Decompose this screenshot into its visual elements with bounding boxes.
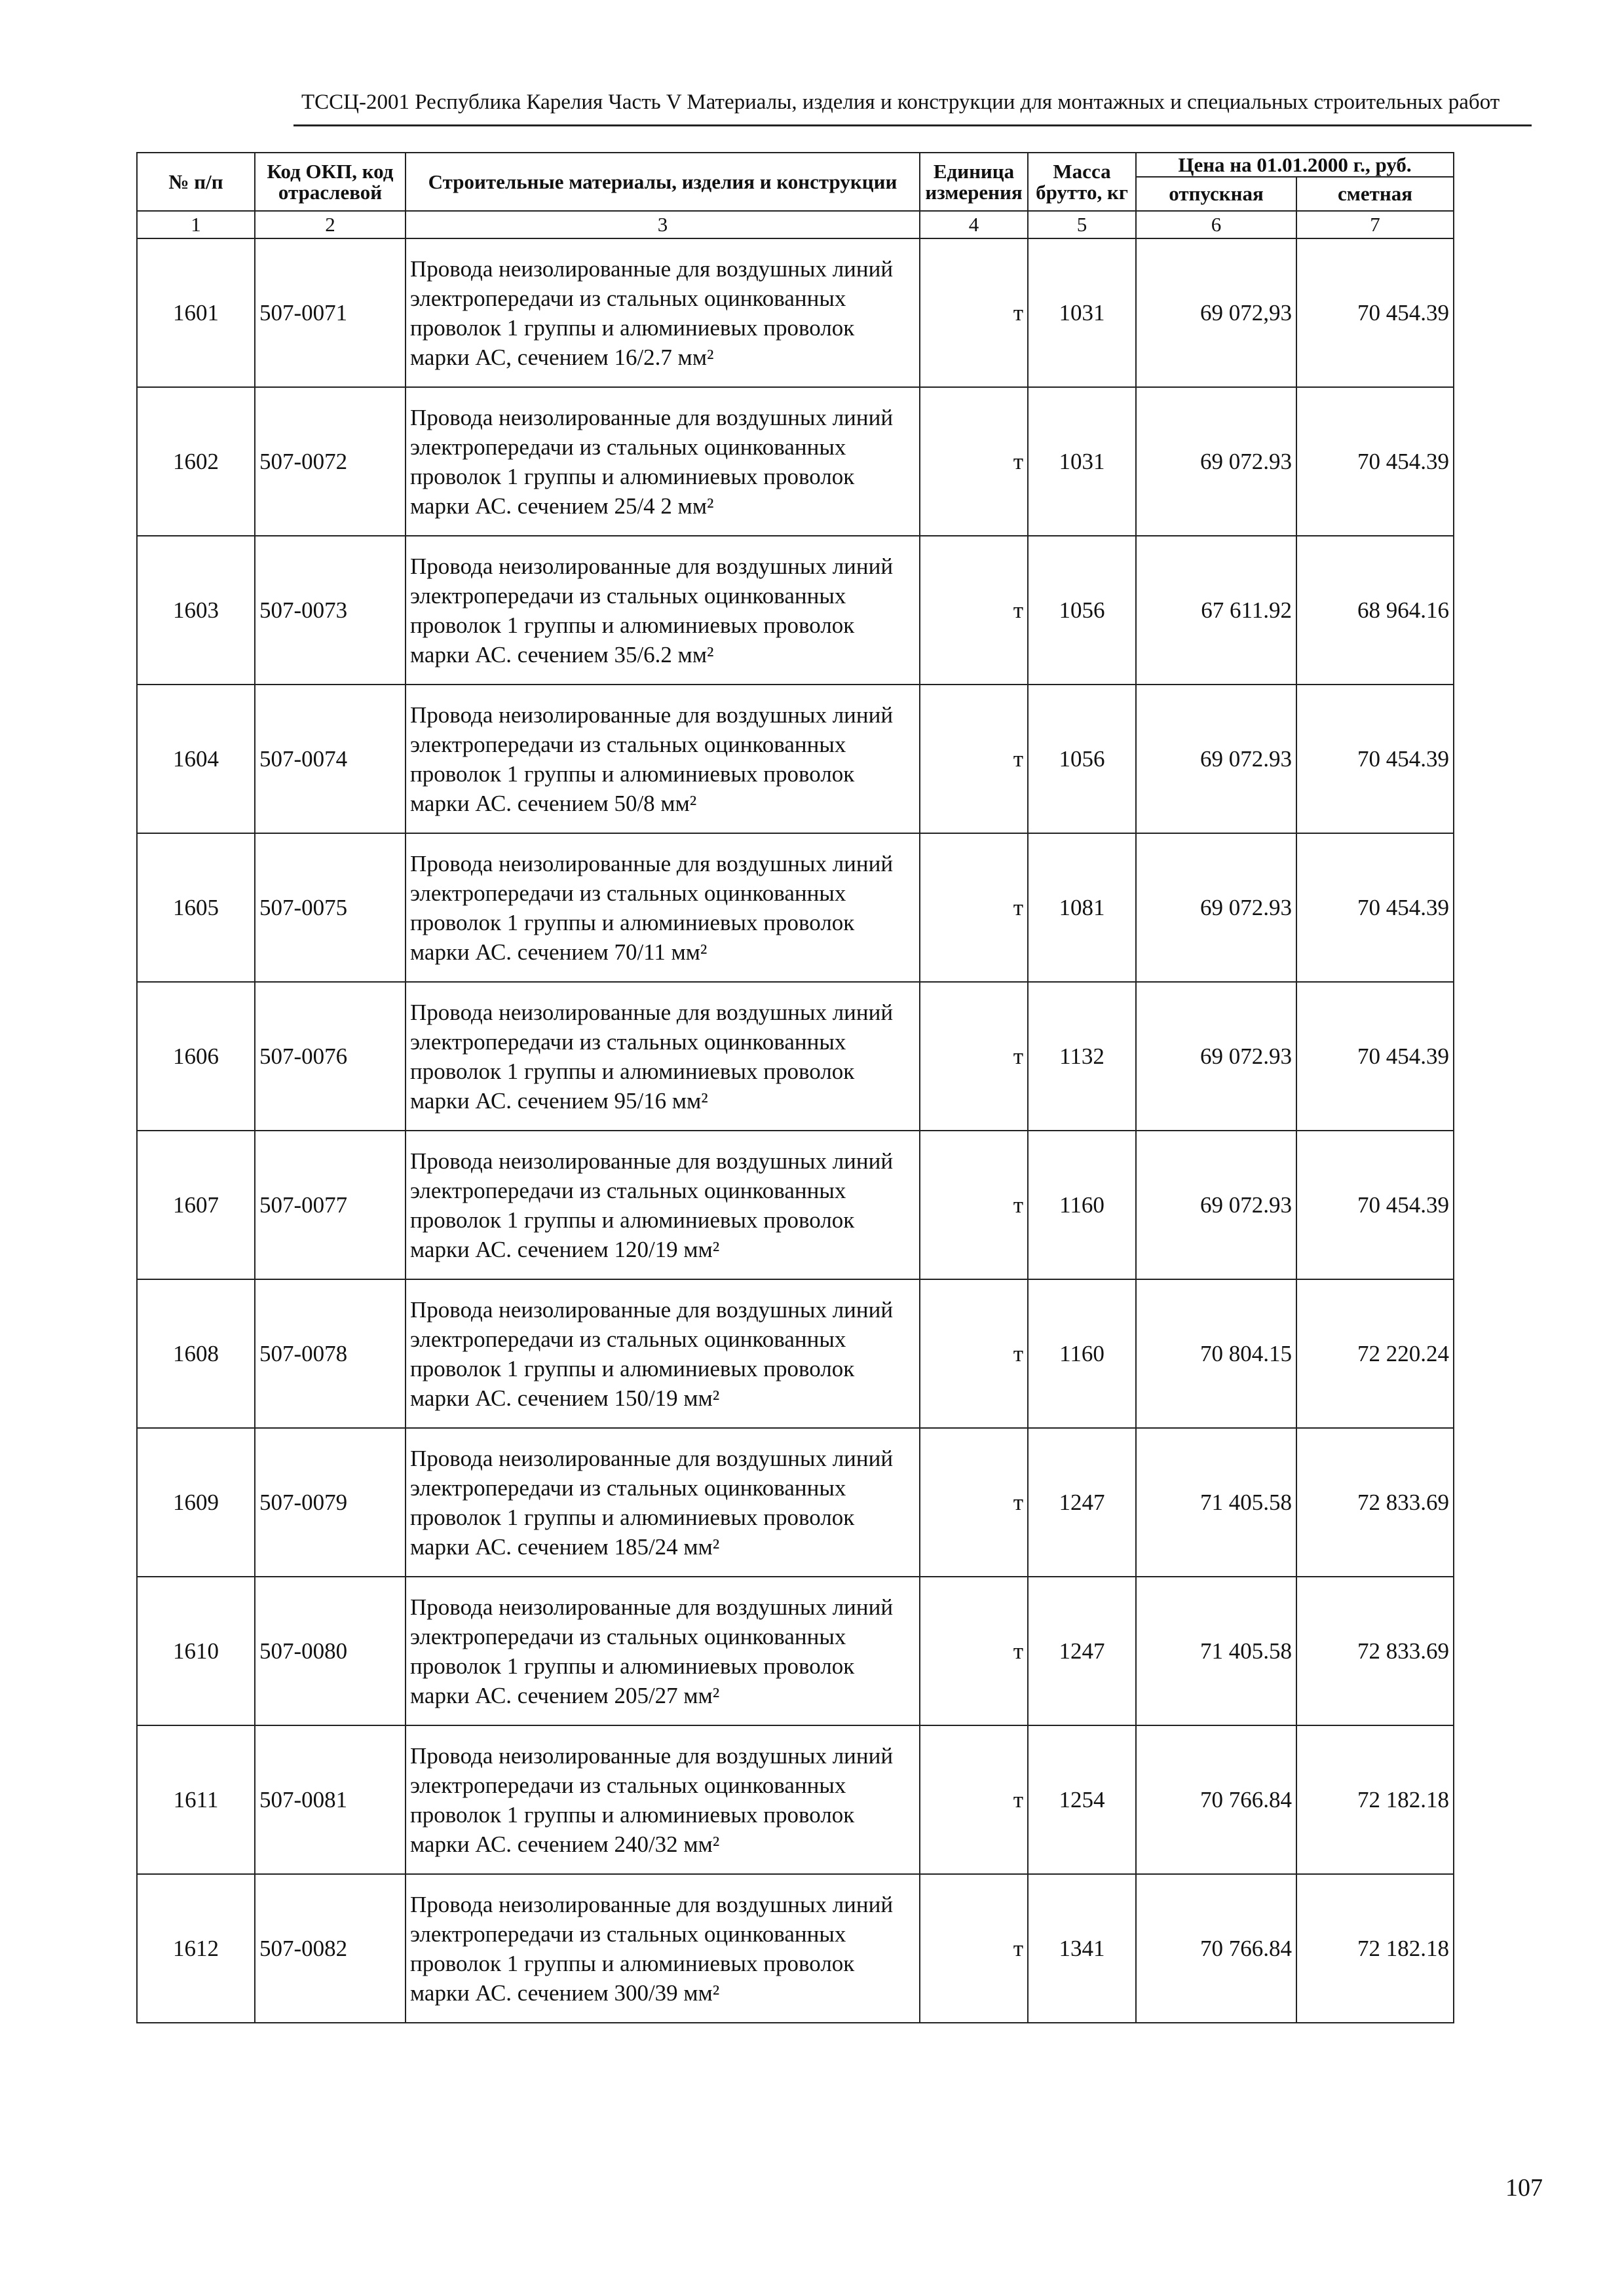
- unit-of-measure: т: [920, 685, 1028, 833]
- column-number: 6: [1136, 211, 1296, 238]
- gross-mass: 1341: [1028, 1874, 1136, 2023]
- unit-of-measure: т: [920, 536, 1028, 685]
- release-price: 70 766.84: [1136, 1874, 1296, 2023]
- okp-code: 507-0076: [255, 982, 406, 1131]
- material-name: Провода неизолированные для воздушных линий электропередачи из стальных оцинкованных проволок 1 группы и алюминиевых проволок марки АС. сечением 70/11 мм²: [406, 833, 920, 982]
- okp-code: 507-0074: [255, 685, 406, 833]
- column-numbers-row: [137, 211, 1454, 238]
- okp-code: 507-0071: [255, 238, 406, 387]
- row-number: 1605: [137, 833, 255, 982]
- row-number: 1603: [137, 536, 255, 685]
- unit-of-measure: т: [920, 982, 1028, 1131]
- estimate-price: 70 454.39: [1296, 982, 1454, 1131]
- gross-mass: 1081: [1028, 833, 1136, 982]
- header-unit: Единица измерения: [920, 153, 1028, 211]
- running-header: ТССЦ-2001 Республика Карелия Часть V Материалы, изделия и конструкции для монтажных и специальных строительных работ: [301, 90, 1500, 114]
- unit-of-measure: т: [920, 387, 1028, 536]
- gross-mass: 1132: [1028, 982, 1136, 1131]
- material-name: Провода неизолированные для воздушных линий электропередачи из стальных оцинкованных проволок 1 группы и алюминиевых проволок марки АС. сечением 240/32 мм²: [406, 1725, 920, 1874]
- material-name: Провода неизолированные для воздушных линий электропередачи из стальных оцинкованных проволок 1 группы и алюминиевых проволок марки АС, сечением 16/2.7 мм²: [406, 238, 920, 387]
- row-number: 1609: [137, 1428, 255, 1577]
- column-number: 3: [406, 211, 920, 238]
- table-row: [137, 982, 1454, 1131]
- unit-of-measure: т: [920, 1131, 1028, 1279]
- gross-mass: 1031: [1028, 387, 1136, 536]
- table-row: [137, 1428, 1454, 1577]
- column-number: 4: [920, 211, 1028, 238]
- estimate-price: 70 454.39: [1296, 833, 1454, 982]
- table-row: [137, 238, 1454, 387]
- header-price-release: отпускная: [1136, 177, 1296, 211]
- table-row: [137, 536, 1454, 685]
- header-name: Строительные материалы, изделия и конструкции: [406, 153, 920, 211]
- estimate-price: 70 454.39: [1296, 685, 1454, 833]
- okp-code: 507-0080: [255, 1577, 406, 1725]
- release-price: 69 072.93: [1136, 387, 1296, 536]
- material-name: Провода неизолированные для воздушных линий электропередачи из стальных оцинкованных проволок 1 группы и алюминиевых проволок марки АС. сечением 35/6.2 мм²: [406, 536, 920, 685]
- header-rule: [293, 124, 1532, 126]
- table-row: [137, 1725, 1454, 1874]
- gross-mass: 1247: [1028, 1428, 1136, 1577]
- table-row: [137, 387, 1454, 536]
- release-price: 70 804.15: [1136, 1279, 1296, 1428]
- unit-of-measure: т: [920, 1577, 1028, 1725]
- row-number: 1601: [137, 238, 255, 387]
- okp-code: 507-0079: [255, 1428, 406, 1577]
- header-mass: Масса брутто, кг: [1028, 153, 1136, 211]
- release-price: 69 072,93: [1136, 238, 1296, 387]
- unit-of-measure: т: [920, 833, 1028, 982]
- estimate-price: 72 182.18: [1296, 1874, 1454, 2023]
- table-row: [137, 1279, 1454, 1428]
- gross-mass: 1247: [1028, 1577, 1136, 1725]
- okp-code: 507-0073: [255, 536, 406, 685]
- unit-of-measure: т: [920, 1874, 1028, 2023]
- row-number: 1612: [137, 1874, 255, 2023]
- estimate-price: 70 454.39: [1296, 238, 1454, 387]
- material-name: Провода неизолированные для воздушных линий электропередачи из стальных оцинкованных проволок 1 группы и алюминиевых проволок марки АС. сечением 95/16 мм²: [406, 982, 920, 1131]
- row-number: 1604: [137, 685, 255, 833]
- estimate-price: 72 833.69: [1296, 1428, 1454, 1577]
- unit-of-measure: т: [920, 1428, 1028, 1577]
- table-row: [137, 1131, 1454, 1279]
- row-number: 1602: [137, 387, 255, 536]
- estimate-price: 68 964.16: [1296, 536, 1454, 685]
- unit-of-measure: т: [920, 1725, 1028, 1874]
- release-price: 69 072.93: [1136, 833, 1296, 982]
- release-price: 67 611.92: [1136, 536, 1296, 685]
- row-number: 1610: [137, 1577, 255, 1725]
- gross-mass: 1056: [1028, 685, 1136, 833]
- column-number: 1: [137, 211, 255, 238]
- page-number: 107: [1505, 2174, 1543, 2202]
- row-number: 1611: [137, 1725, 255, 1874]
- release-price: 69 072.93: [1136, 982, 1296, 1131]
- material-name: Провода неизолированные для воздушных линий электропередачи из стальных оцинкованных проволок 1 группы и алюминиевых проволок марки АС. сечением 300/39 мм²: [406, 1874, 920, 2023]
- gross-mass: 1031: [1028, 238, 1136, 387]
- column-number: 2: [255, 211, 406, 238]
- estimate-price: 72 182.18: [1296, 1725, 1454, 1874]
- column-number: 5: [1028, 211, 1136, 238]
- table-row: [137, 685, 1454, 833]
- material-name: Провода неизолированные для воздушных линий электропередачи из стальных оцинкованных проволок 1 группы и алюминиевых проволок марки АС. сечением 205/27 мм²: [406, 1577, 920, 1725]
- unit-of-measure: т: [920, 238, 1028, 387]
- release-price: 70 766.84: [1136, 1725, 1296, 1874]
- gross-mass: 1254: [1028, 1725, 1136, 1874]
- table-row: [137, 1874, 1454, 2023]
- release-price: 69 072.93: [1136, 685, 1296, 833]
- material-name: Провода неизолированные для воздушных линий электропередачи из стальных оцинкованных проволок 1 группы и алюминиевых проволок марки АС. сечением 120/19 мм²: [406, 1131, 920, 1279]
- material-name: Провода неизолированные для воздушных линий электропередачи из стальных оцинкованных проволок 1 группы и алюминиевых проволок марки АС. сечением 25/4 2 мм²: [406, 387, 920, 536]
- okp-code: 507-0075: [255, 833, 406, 982]
- material-name: Провода неизолированные для воздушных линий электропередачи из стальных оцинкованных проволок 1 группы и алюминиевых проволок марки АС. сечением 150/19 мм²: [406, 1279, 920, 1428]
- release-price: 71 405.58: [1136, 1428, 1296, 1577]
- okp-code: 507-0072: [255, 387, 406, 536]
- okp-code: 507-0077: [255, 1131, 406, 1279]
- material-name: Провода неизолированные для воздушных линий электропередачи из стальных оцинкованных проволок 1 группы и алюминиевых проволок марки АС. сечением 185/24 мм²: [406, 1428, 920, 1577]
- gross-mass: 1160: [1028, 1279, 1136, 1428]
- column-number: 7: [1296, 211, 1454, 238]
- material-name: Провода неизолированные для воздушных линий электропередачи из стальных оцинкованных проволок 1 группы и алюминиевых проволок марки АС. сечением 50/8 мм²: [406, 685, 920, 833]
- price-table: [136, 152, 1454, 2023]
- okp-code: 507-0081: [255, 1725, 406, 1874]
- header-num: № п/п: [137, 153, 255, 211]
- release-price: 69 072.93: [1136, 1131, 1296, 1279]
- header-price-group: Цена на 01.01.2000 г., руб.: [1136, 153, 1454, 177]
- gross-mass: 1056: [1028, 536, 1136, 685]
- estimate-price: 72 833.69: [1296, 1577, 1454, 1725]
- gross-mass: 1160: [1028, 1131, 1136, 1279]
- header-code: Код ОКП, код отраслевой: [255, 153, 406, 211]
- okp-code: 507-0078: [255, 1279, 406, 1428]
- estimate-price: 70 454.39: [1296, 387, 1454, 536]
- unit-of-measure: т: [920, 1279, 1028, 1428]
- row-number: 1606: [137, 982, 255, 1131]
- header-price-estimate: сметная: [1296, 177, 1454, 211]
- row-number: 1607: [137, 1131, 255, 1279]
- table-row: [137, 1577, 1454, 1725]
- okp-code: 507-0082: [255, 1874, 406, 2023]
- estimate-price: 70 454.39: [1296, 1131, 1454, 1279]
- row-number: 1608: [137, 1279, 255, 1428]
- release-price: 71 405.58: [1136, 1577, 1296, 1725]
- table-row: [137, 833, 1454, 982]
- estimate-price: 72 220.24: [1296, 1279, 1454, 1428]
